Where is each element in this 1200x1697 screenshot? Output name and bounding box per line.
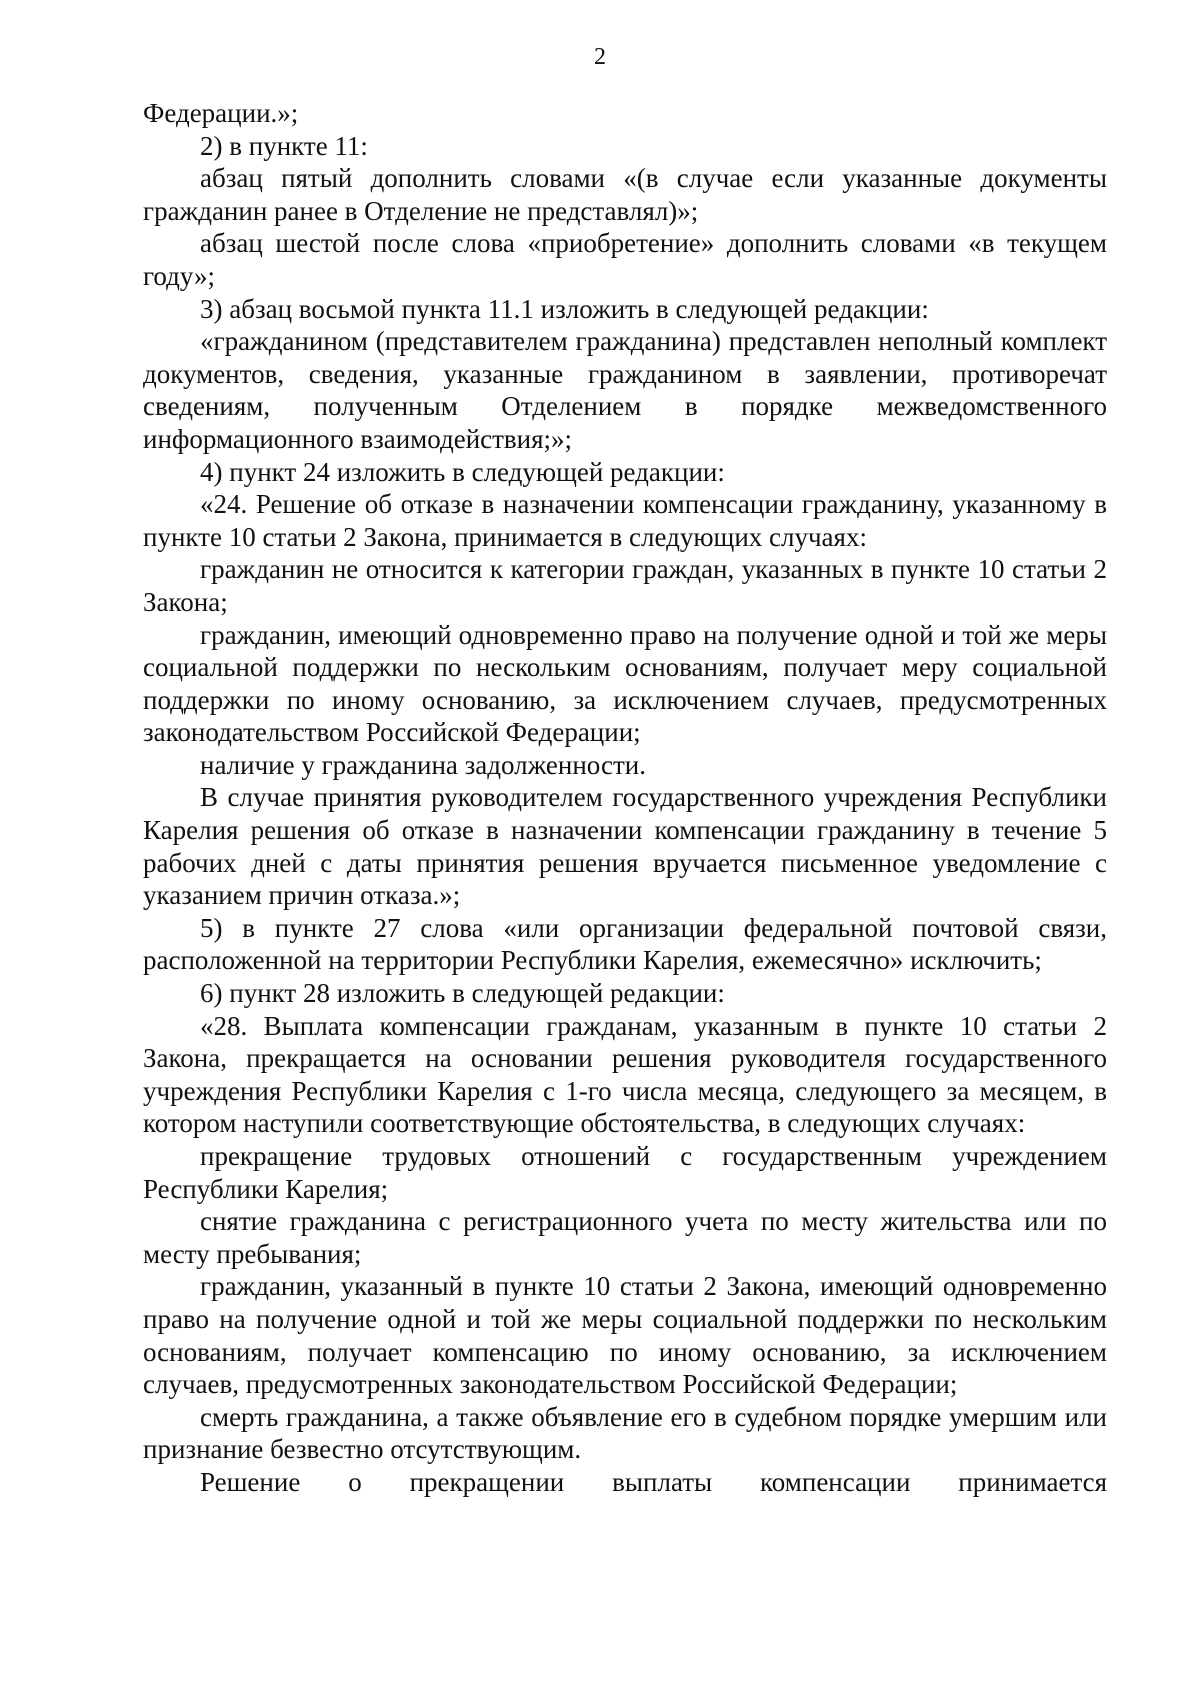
paragraph-point-28-case-1: прекращение трудовых отношений с государственным учреждением Республики Карелия;	[143, 1141, 1107, 1204]
paragraph-point-28: «28. Выплата компенсации гражданам, указанным в пункте 10 статьи 2 Закона, прекращается на основании решения руководителя государственного учреждения Республики Карелия с 1-го числа месяца, следующего за месяцем, в котором наступили соответствующие обстоятельства, в следующих случаях:	[143, 1010, 1107, 1139]
paragraph-point-24: «24. Решение об отказе в назначении компенсации гражданину, указанному в пункте 10 статьи 2 Закона, принимается в следующих случаях:	[143, 489, 1107, 552]
paragraph-item-3: 3) абзац восьмой пункта 11.1 изложить в следующей редакции:	[200, 293, 929, 324]
paragraph-point-28-case-3: гражданин, указанный в пункте 10 статьи 2 Закона, имеющий одновременно право на получение одной и той же меры социальной поддержки по нескольким основаниям, получает компенсацию по иному основанию, за исключением случаев, предусмотренных законодательством Российской Федерации;	[143, 1271, 1107, 1400]
page-number: 2	[594, 44, 606, 70]
paragraph-point-24-case-3: наличие у гражданина задолженности.	[200, 749, 646, 780]
paragraph-point-28-case-4: смерть гражданина, а также объявление его в судебном порядке умершим или признание безвестно отсутствующим.	[143, 1401, 1107, 1465]
paragraph-item-2-abzac-6: абзац шестой после слова «приобретение» дополнить словами «в текущем году»;	[143, 228, 1107, 291]
paragraph-item-4: 4) пункт 24 изложить в следующей редакции:	[200, 456, 725, 487]
document-body	[143, 97, 1107, 1499]
paragraph-point-28-decision: Решение о прекращении выплаты компенсации принимается	[200, 1466, 1107, 1497]
paragraph-item-2: 2) в пункте 11:	[200, 130, 368, 161]
paragraph-point-24-case-1: гражданин не относится к категории граждан, указанных в пункте 10 статьи 2 Закона;	[143, 554, 1107, 617]
paragraph-item-2-abzac-5: абзац пятый дополнить словами «(в случае если указанные документы гражданин ранее в Отделение не представлял)»;	[143, 163, 1107, 226]
paragraph-point-24-notice: В случае принятия руководителем государственного учреждения Республики Карелия решения об отказе в назначении компенсации гражданину в течение 5 рабочих дней с даты принятия решения вручается письменное уведомление с указанием причин отказа.»;	[143, 782, 1107, 911]
paragraph-item-5: 5) в пункте 27 слова «или организации федеральной почтовой связи, расположенной на территории Республики Карелия, ежемесячно» исключить;	[143, 912, 1107, 976]
paragraph-continuation: Федерации.»;	[143, 98, 299, 128]
paragraph-item-6: 6) пункт 28 изложить в следующей редакции:	[200, 978, 725, 1009]
paragraph-item-3-text: «гражданином (представителем гражданина) представлен неполный комплект документов, сведения, указанные гражданином в заявлении, противоречат сведениям, полученным Отделением в порядке межведомственного информационного взаимодействия;»;	[143, 326, 1107, 454]
paragraph-point-28-case-2: снятие гражданина с регистрационного учета по месту жительства или по месту пребывания;	[143, 1206, 1107, 1269]
paragraph-point-24-case-2: гражданин, имеющий одновременно право на получение одной и той же меры социальной поддержки по нескольким основаниям, получает меру социальной поддержки по иному основанию, за исключением случаев, предусмотренных законодательством Российской Федерации;	[143, 619, 1107, 748]
